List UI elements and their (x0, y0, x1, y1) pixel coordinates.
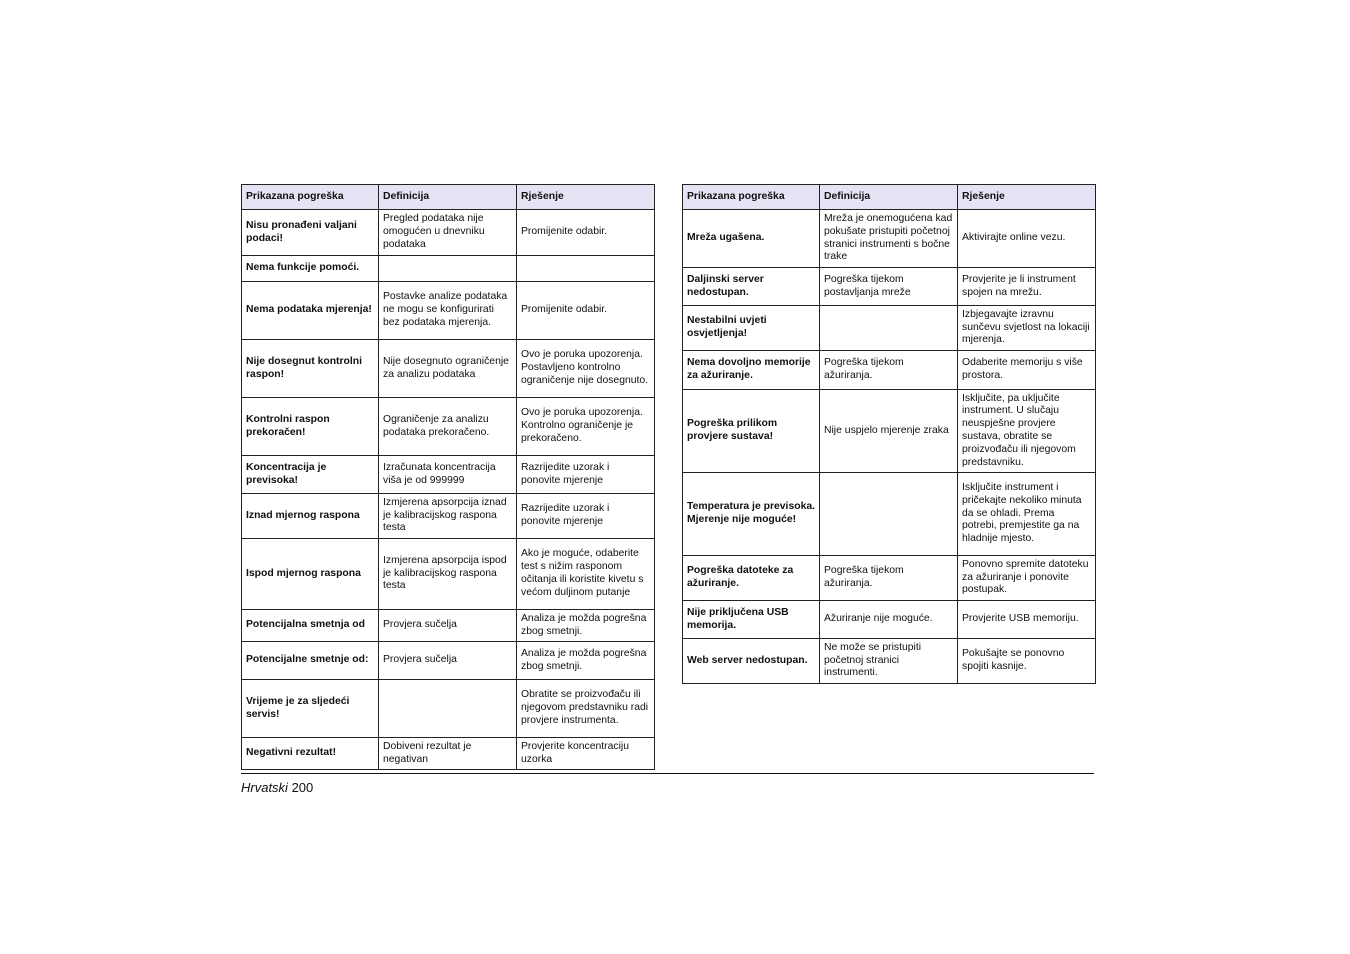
cell-solution: Ovo je poruka upozorenja. Kontrolno ograničenje je prekoračeno. (517, 398, 655, 456)
cell-definition: Ograničenje za analizu podataka prekoračeno. (379, 398, 517, 456)
cell-solution: Provjerite USB memoriju. (958, 601, 1096, 639)
cell-displayed-error: Koncentracija je previsoka! (242, 456, 379, 494)
cell-definition: Ažuriranje nije moguće. (820, 601, 958, 639)
cell-solution: Analiza je možda pogrešna zbog smetnji. (517, 642, 655, 680)
cell-solution: Ovo je poruka upozorenja. Postavljeno kontrolno ograničenje nije dosegnuto. (517, 340, 655, 398)
cell-solution: Razrijedite uzorak i ponovite mjerenje (517, 456, 655, 494)
footer-divider (241, 773, 1094, 774)
cell-definition: Mreža je onemogućena kad pokušate pristupiti početnoj stranici instrumenti s bočne trake (820, 210, 958, 268)
header-definition: Definicija (820, 185, 958, 210)
cell-definition: Pogreška tijekom ažuriranja. (820, 556, 958, 601)
page-footer (241, 780, 313, 795)
cell-solution: Provjerite koncentraciju uzorka (517, 738, 655, 770)
cell-displayed-error: Kontrolni raspon prekoračen! (242, 398, 379, 456)
cell-solution: Odaberite memoriju s više prostora. (958, 351, 1096, 390)
header-displayed-error: Prikazana pogreška (242, 185, 379, 210)
cell-displayed-error: Daljinski server nedostupan. (683, 268, 820, 306)
cell-solution (517, 256, 655, 282)
cell-definition: Provjera sučelja (379, 610, 517, 642)
cell-definition (379, 680, 517, 738)
table-row (683, 639, 1096, 684)
cell-displayed-error: Nije priključena USB memorija. (683, 601, 820, 639)
cell-solution: Isključite, pa uključite instrument. U slučaju neuspješne provjere sustava, obratite se proizvođaču ili njegovom predstavniku. (958, 390, 1096, 473)
table-row (242, 398, 655, 456)
cell-definition: Postavke analize podataka ne mogu se konfigurirati bez podataka mjerenja. (379, 282, 517, 340)
cell-displayed-error: Iznad mjernog raspona (242, 494, 379, 539)
table-header-row (242, 185, 655, 210)
cell-displayed-error: Nestabilni uvjeti osvjetljenja! (683, 306, 820, 351)
header-solution: Rješenje (517, 185, 655, 210)
header-definition: Definicija (379, 185, 517, 210)
cell-definition: Pogreška tijekom postavljanja mreže (820, 268, 958, 306)
cell-definition: Izmjerena apsorpcija ispod je kalibracijskog raspona testa (379, 539, 517, 610)
table-row (242, 539, 655, 610)
table-row (683, 306, 1096, 351)
cell-definition: Provjera sučelja (379, 642, 517, 680)
cell-definition: Pogreška tijekom ažuriranja. (820, 351, 958, 390)
cell-solution: Promijenite odabir. (517, 282, 655, 340)
table-row (242, 256, 655, 282)
table-row (683, 351, 1096, 390)
error-table-left (241, 184, 655, 770)
cell-definition: Ne može se pristupiti početnoj stranici instrumenti. (820, 639, 958, 684)
cell-definition: Izmjerena apsorpcija iznad je kalibracijskog raspona testa (379, 494, 517, 539)
cell-displayed-error: Potencijalne smetnje od: (242, 642, 379, 680)
cell-definition (820, 306, 958, 351)
table-row (683, 268, 1096, 306)
cell-definition (820, 473, 958, 556)
cell-solution: Provjerite je li instrument spojen na mrežu. (958, 268, 1096, 306)
cell-displayed-error: Nema dovoljno memorije za ažuriranje. (683, 351, 820, 390)
footer-page-number: 200 (291, 780, 314, 795)
cell-definition: Dobiveni rezultat je negativan (379, 738, 517, 770)
table-row (242, 282, 655, 340)
table-row (242, 456, 655, 494)
table-row (242, 210, 655, 256)
cell-solution: Promijenite odabir. (517, 210, 655, 256)
table-row (683, 601, 1096, 639)
cell-definition: Nije dosegnuto ograničenje za analizu podataka (379, 340, 517, 398)
table-row (242, 680, 655, 738)
cell-solution: Obratite se proizvođaču ili njegovom predstavniku radi provjere instrumenta. (517, 680, 655, 738)
table-body-right (683, 210, 1096, 684)
table-row (683, 556, 1096, 601)
header-displayed-error: Prikazana pogreška (683, 185, 820, 210)
cell-solution: Ako je moguće, odaberite test s nižim rasponom očitanja ili koristite kivetu s većom duljinom putanje (517, 539, 655, 610)
cell-displayed-error: Mreža ugašena. (683, 210, 820, 268)
table-row (242, 610, 655, 642)
cell-solution: Analiza je možda pogrešna zbog smetnji. (517, 610, 655, 642)
table-row (242, 642, 655, 680)
cell-solution: Aktivirajte online vezu. (958, 210, 1096, 268)
cell-displayed-error: Temperatura je previsoka. Mjerenje nije moguće! (683, 473, 820, 556)
table-row (683, 390, 1096, 473)
cell-solution: Ponovno spremite datoteku za ažuriranje i ponovite postupak. (958, 556, 1096, 601)
header-solution: Rješenje (958, 185, 1096, 210)
cell-displayed-error: Web server nedostupan. (683, 639, 820, 684)
table-row (242, 738, 655, 770)
table-header-row (683, 185, 1096, 210)
cell-displayed-error: Nema podataka mjerenja! (242, 282, 379, 340)
cell-displayed-error: Vrijeme je za sljedeći servis! (242, 680, 379, 738)
cell-displayed-error: Pogreška prilikom provjere sustava! (683, 390, 820, 473)
table-body-left (242, 210, 655, 770)
cell-displayed-error: Pogreška datoteke za ažuriranje. (683, 556, 820, 601)
cell-solution: Isključite instrument i pričekajte nekoliko minuta da se ohladi. Prema potrebi, premjestite ga na hladnije mjesto. (958, 473, 1096, 556)
cell-displayed-error: Nema funkcije pomoći. (242, 256, 379, 282)
footer-language: Hrvatski (241, 780, 288, 795)
cell-definition (379, 256, 517, 282)
cell-displayed-error: Negativni rezultat! (242, 738, 379, 770)
cell-definition: Izračunata koncentracija viša je od 999999 (379, 456, 517, 494)
cell-displayed-error: Ispod mjernog raspona (242, 539, 379, 610)
table-row (242, 494, 655, 539)
cell-solution: Razrijedite uzorak i ponovite mjerenje (517, 494, 655, 539)
table-row (683, 473, 1096, 556)
cell-definition: Nije uspjelo mjerenje zraka (820, 390, 958, 473)
cell-displayed-error: Nije dosegnut kontrolni raspon! (242, 340, 379, 398)
cell-solution: Izbjegavajte izravnu sunčevu svjetlost na lokaciji mjerenja. (958, 306, 1096, 351)
table-row (242, 340, 655, 398)
cell-definition: Pregled podataka nije omogućen u dnevniku podataka (379, 210, 517, 256)
cell-displayed-error: Potencijalna smetnja od (242, 610, 379, 642)
table-row (683, 210, 1096, 268)
error-table-right (682, 184, 1096, 684)
cell-solution: Pokušajte se ponovno spojiti kasnije. (958, 639, 1096, 684)
cell-displayed-error: Nisu pronađeni valjani podaci! (242, 210, 379, 256)
